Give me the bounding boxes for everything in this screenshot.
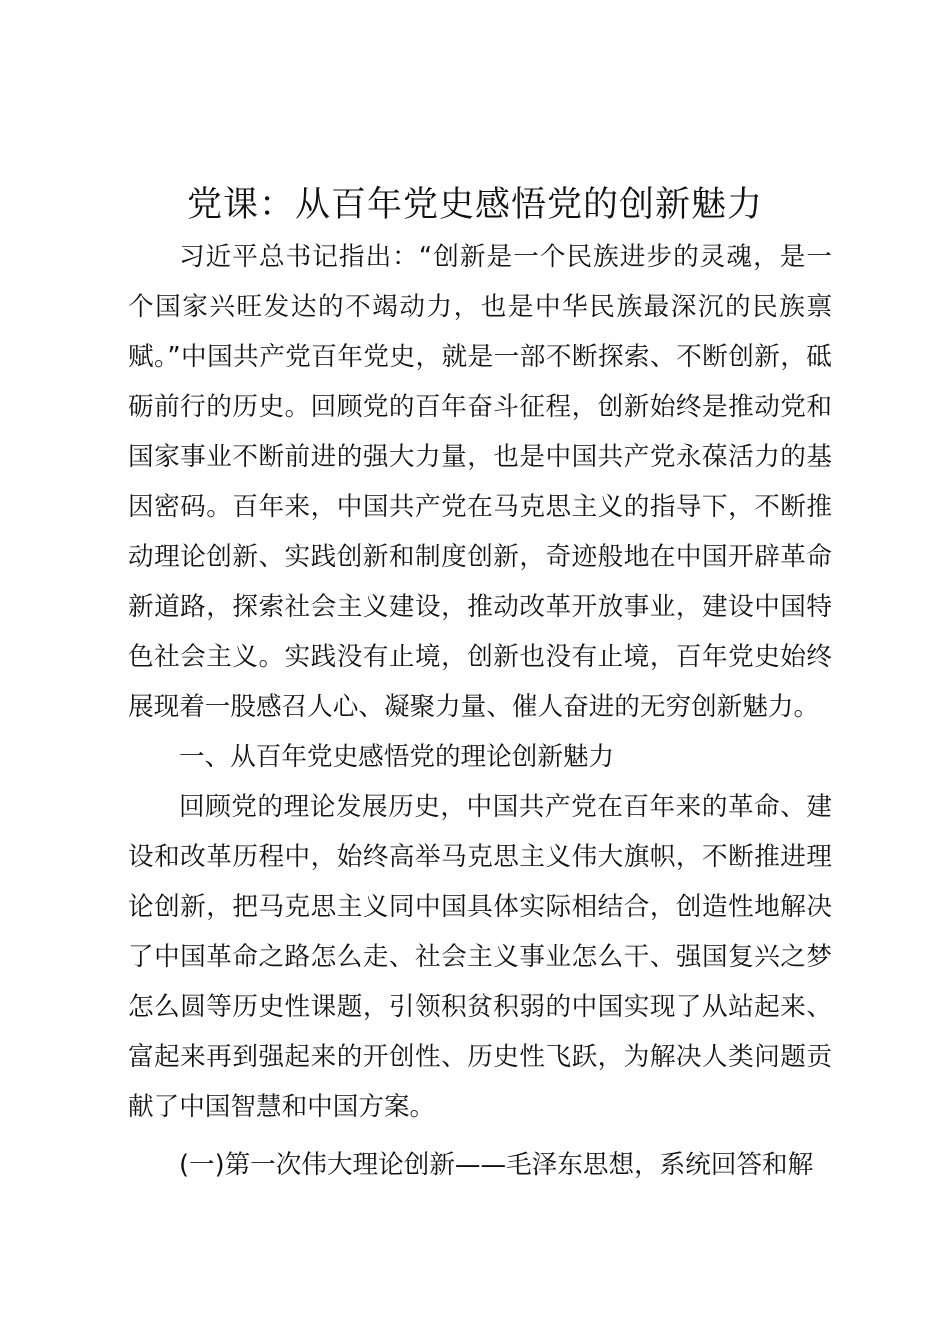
document-body bbox=[128, 232, 832, 1190]
paragraph-theory: 回顾党的理论发展历史，中国共产党在百年来的革命、建设和改革历程中，始终高举马克思主义伟大旗帜，不断推进理论创新，把马克思主义同中国具体实际相结合，创造性地解决了中国革命之路怎么走、社会主义事业怎么干、强国复兴之梦怎么圆等历史性课题，引领积贫积弱的中国实现了从站起来、富起来再到强起来的开创性、历史性飞跃，为解决人类问题贡献了中国智慧和中国方案。 bbox=[128, 792, 832, 1122]
document-title: 党课：从百年党史感悟党的创新魅力 bbox=[186, 185, 763, 225]
paragraph-intro: 习近平总书记指出：“创新是一个民族进步的灵魂，是一个国家兴旺发达的不竭动力，也是中华民族最深沉的民族禀赋。”中国共产党百年党史，就是一部不断探索、不断创新，砥砺前行的历史。回顾党的百年奋斗征程，创新始终是推动党和国家事业不断前进的强大力量，也是中国共产党永葆活力的基因密码。百年来，中国共产党在马克思主义的指导下，不断推动理论创新、实践创新和制度创新，奇迹般地在中国开辟革命新道路，探索社会主义建设，推动改革开放事业，建设中国特色社会主义。实践没有止境，创新也没有止境，百年党史始终展现着一股感召人心、凝聚力量、催人奋进的无穷创新魅力。 bbox=[128, 242, 832, 722]
subsection-heading-1: (一)第一次伟大理论创新——毛泽东思想，系统回答和解 bbox=[179, 1150, 814, 1180]
section-heading-1: 一、从百年党史感悟党的理论创新魅力 bbox=[179, 742, 615, 772]
